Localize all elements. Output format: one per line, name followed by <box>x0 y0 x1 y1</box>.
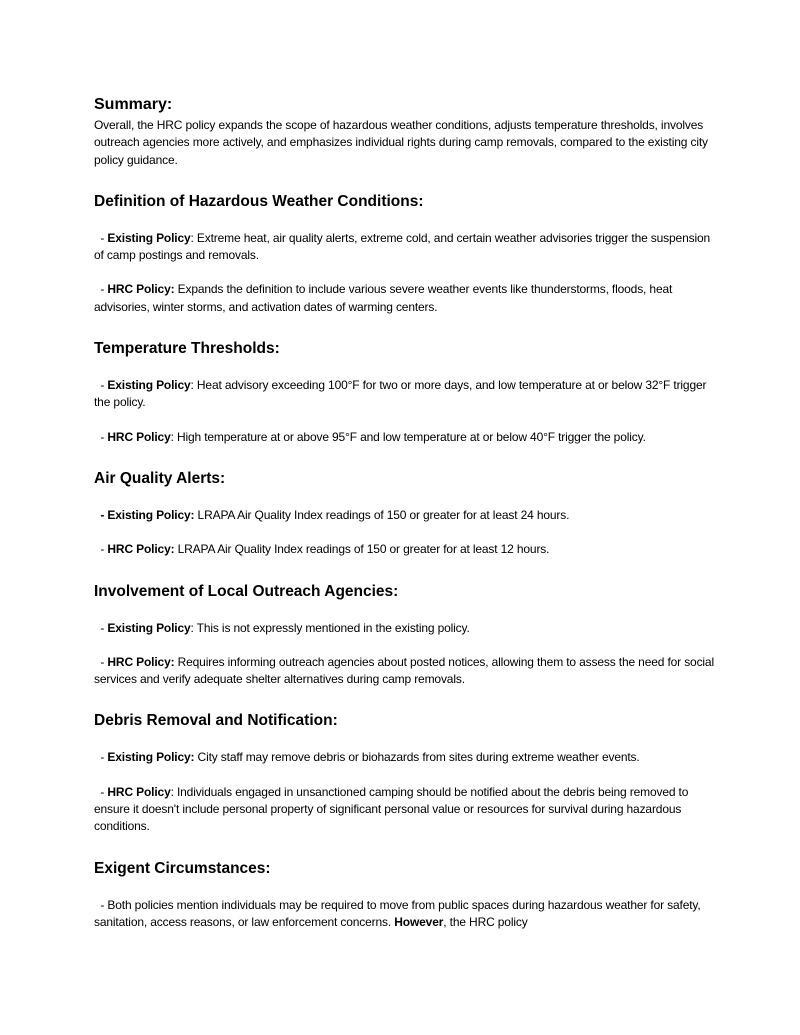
item-text: : This is not expressly mentioned in the existing policy. <box>190 620 470 635</box>
section-hazardous-weather <box>94 192 714 316</box>
item-text: LRAPA Air Quality Index readings of 150 or greater for at least 12 hours. <box>174 542 550 557</box>
item-label: Existing Policy <box>107 620 191 635</box>
item-text: : High temperature at or above 95°F and low temperature at or below 40°F trigger the policy. <box>170 429 646 444</box>
section-heading: Temperature Thresholds: <box>94 340 280 358</box>
item-text: Requires informing outreach agencies about posted notices, allowing them to assess the need for social services and verify adequate shelter alternatives during camp removals. <box>94 654 714 687</box>
item-text: : Extreme heat, air quality alerts, extreme cold, and certain weather advisories trigger the suspension of camp postings and removals. <box>94 230 711 263</box>
item-label: HRC Policy: <box>107 542 175 557</box>
document-content <box>94 95 714 931</box>
item-text: LRAPA Air Quality Index readings of 150 or greater for at least 24 hours. <box>194 507 570 522</box>
item-label: HRC Policy: <box>107 654 175 669</box>
existing-policy-item: - Existing Policy: Extreme heat, air quality alerts, extreme cold, and certain weather advisories trigger the suspension of camp postings and removals. <box>94 230 711 263</box>
section-exigent-circumstances <box>94 859 714 932</box>
existing-policy-item <box>94 507 714 524</box>
section-debris-removal <box>94 711 714 835</box>
item-label: HRC Policy: <box>107 282 175 297</box>
section-heading: Definition of Hazardous Weather Conditions: <box>94 192 424 210</box>
item-label: - Existing Policy: <box>100 507 195 522</box>
item-text: : Individuals engaged in unsanctioned camping should be notified about the debris being removed to ensure it doesn't include personal property of significant personal value or resources for survival during hazardous conditions. <box>94 784 689 834</box>
hrc-policy-item: - HRC Policy: High temperature at or above 95°F and low temperature at or below 40°F trigger the policy. <box>94 429 646 444</box>
section-heading: Debris Removal and Notification: <box>94 712 338 730</box>
section-heading: Air Quality Alerts: <box>94 469 226 487</box>
hrc-policy-item: - HRC Policy: Expands the definition to include various severe weather events like thunderstorms, floods, heat advisories, winter storms, and activation dates of warming centers. <box>94 282 673 314</box>
section-air-quality <box>94 469 714 559</box>
item-emphasis: However <box>394 914 444 929</box>
section-heading: Involvement of Local Outreach Agencies: <box>94 582 399 600</box>
item-text: Both policies mention individuals may be required to move from public spaces during hazardous weather for safety, sanitation, access reasons, or law enforcement concerns. <box>94 897 701 929</box>
summary-text: Overall, the HRC policy expands the scope of hazardous weather conditions, adjusts temperature thresholds, involves outreach agencies more actively, and emphasizes individual rights during camp removals, compared to the existing city policy guidance. <box>94 118 708 167</box>
item-text: City staff may remove debris or biohazards from sites during extreme weather events. <box>194 750 640 765</box>
item-label: HRC Policy <box>107 429 171 444</box>
exigent-item: - Both policies mention individuals may be required to move from public spaces during hazardous weather for safety, sanitation, access reasons, or law enforcement concerns. However, the HRC policy <box>94 897 701 929</box>
item-label: HRC Policy <box>107 784 171 799</box>
existing-policy-item: - Existing Policy: City staff may remove debris or biohazards from sites during extreme weather events. <box>94 750 640 765</box>
item-text-tail: , the HRC policy <box>443 914 528 929</box>
summary-heading: Summary: <box>94 96 173 113</box>
existing-policy-item: - Existing Policy: Heat advisory exceeding 100°F for two or more days, and low temperature at or below 32°F trigger the policy. <box>94 378 707 410</box>
item-label: Existing Policy: <box>107 750 195 765</box>
section-heading: Exigent Circumstances: <box>94 859 271 877</box>
item-label: Existing Policy <box>107 230 191 245</box>
section-outreach-agencies <box>94 582 714 689</box>
hrc-policy-item: - HRC Policy: Requires informing outreach agencies about posted notices, allowing them to assess the need for social services and verify adequate shelter alternatives during camp removals. <box>94 654 714 687</box>
section-temperature-thresholds <box>94 339 714 446</box>
hrc-policy-item: - HRC Policy: LRAPA Air Quality Index readings of 150 or greater for at least 12 hours. <box>94 542 550 557</box>
item-text: Expands the definition to include various severe weather events like thunderstorms, floods, heat advisories, winter storms, and activation dates of warming centers. <box>94 282 673 314</box>
item-text: : Heat advisory exceeding 100°F for two or more days, and low temperature at or below 32°F trigger the policy. <box>94 378 707 410</box>
existing-policy-item: - Existing Policy: This is not expressly mentioned in the existing policy. <box>94 620 470 635</box>
hrc-policy-item: - HRC Policy: Individuals engaged in unsanctioned camping should be notified about the debris being removed to ensure it doesn't include personal property of significant personal value or resources for survival during hazardous conditions. <box>94 784 689 834</box>
item-label: Existing Policy <box>107 378 191 393</box>
